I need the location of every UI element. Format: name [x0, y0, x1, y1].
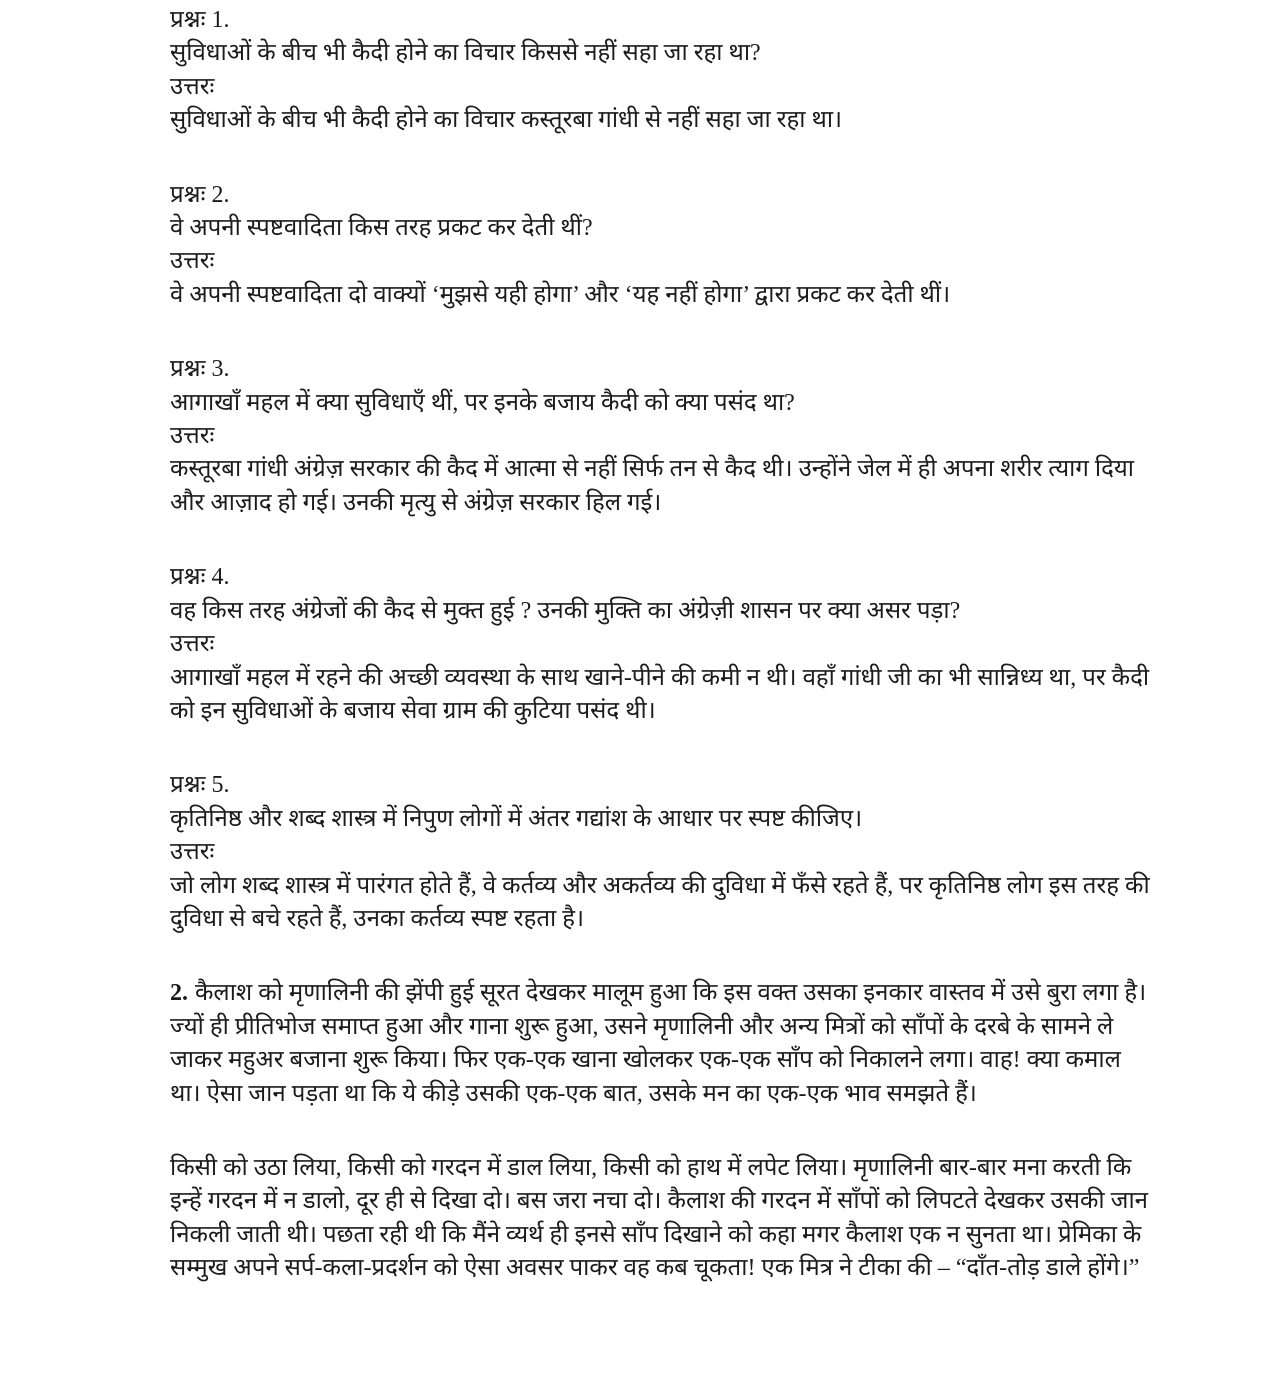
paragraph-2-number: 2.: [170, 980, 188, 1007]
question-3-text: आगाखाँ महल में क्या सुविधाएँ थीं, पर इनके बजाय कैदी को क्या पसंद था?: [170, 389, 795, 416]
question-5-text: कृतिनिष्ठ और शब्द शास्त्र में निपुण लोगों में अंतर गद्यांश के आधार पर स्पष्ट कीजिए।: [170, 805, 863, 832]
prose-paragraph-3: [170, 1152, 1150, 1286]
paragraph-2-text: कैलाश को मृणालिनी की झेंपी हुई सूरत देखकर मालूम हुआ कि इस वक्त उसका इनकार वास्तव में उसे बुरा लगा है। ज्यों ही प्रीतिभोज समाप्त हुआ और गाना शुरू हुआ, उसने मृणालिनी और अन्य मित्रों को साँपों के दरबे के सामने ले जाकर महुअर बजाना शुरू किया। फिर एक-एक खाना खोलकर एक-एक साँप को निकालने लगा। वाह! क्या कमाल था। ऐसा जान पड़ता था कि ये कीड़े उसकी एक-एक बात, उसके मन का एक-एक भाव समझते हैं।: [170, 980, 1147, 1107]
question-3-label: प्रश्नः 3.: [170, 356, 230, 383]
answer-1-label: उत्तरः: [170, 73, 215, 100]
qa-section-4: [170, 561, 1150, 728]
prose-paragraph-2: [170, 977, 1150, 1111]
qa-section-1: [170, 4, 1150, 138]
answer-3-label: उत्तरः: [170, 423, 215, 450]
paragraph-3-text: किसी को उठा लिया, किसी को गरदन में डाल लिया, किसी को हाथ में लपेट लिया। मृणालिनी बार-बार मना करती कि इन्हें गरदन में न डालो, दूर ही से दिखा दो। बस जरा नचा दो। कैलाश की गरदन में साँपों को लिपटते देखकर उसकी जान निकली जाती थी। पछता रही थी कि मैंने व्यर्थ ही इनसे साँप दिखाने को कहा मगर कैलाश एक न सुनता था। प्रेमिका के सम्मुख अपने सर्प-कला-प्रदर्शन को ऐसा अवसर पाकर वह कब चूकता! एक मित्र ने टीका की – “दाँत-तोड़ डाले होंगे।”: [170, 1154, 1148, 1282]
question-1-text: सुविधाओं के बीच भी कैदी होने का विचार किससे नहीं सहा जा रहा था?: [170, 40, 761, 67]
qa-section-5: [170, 769, 1150, 936]
question-5-label: प्रश्नः 5.: [170, 772, 230, 799]
answer-4-label: उत्तरः: [170, 631, 215, 658]
question-2-text: वे अपनी स्पष्टवादिता किस तरह प्रकट कर देती थीं?: [170, 215, 593, 242]
answer-3-text: कस्तूरबा गांधी अंग्रेज़ सरकार की कैद में आत्मा से नहीं सिर्फ तन से कैद थी। उन्होंने जेल में ही अपना शरीर त्याग दिया और आज़ाद हो गई। उनकी मृत्यु से अंग्रेज़ सरकार हिल गई।: [170, 456, 1134, 516]
answer-5-text: जो लोग शब्द शास्त्र में पारंगत होते हैं, वे कर्तव्य और अकर्तव्य की दुविधा में फँसे रहते हैं, पर कृतिनिष्ठ लोग इस तरह की दुविधा से बचे रहते हैं, उनका कर्तव्य स्पष्ट रहता है।: [170, 872, 1150, 932]
question-1-label: प्रश्नः 1.: [170, 7, 230, 33]
question-4-label: प्रश्नः 4.: [170, 564, 230, 591]
qa-section-2: [170, 179, 1150, 313]
answer-4-text: आगाखाँ महल में रहने की अच्छी व्यवस्था के साथ खाने-पीने की कमी न थी। वहाँ गांधी जी का भी सान्निध्य था, पर कैदी को इन सुविधाओं के बजाय सेवा ग्राम की कुटिया पसंद थी।: [170, 664, 1150, 724]
qa-section-3: [170, 353, 1150, 520]
paragraph-2: [170, 977, 1150, 1111]
answer-1-text: सुविधाओं के बीच भी कैदी होने का विचार कस्तूरबा गांधी से नहीं सहा जा रहा था।: [170, 107, 843, 134]
answer-2-text: वे अपनी स्पष्टवादिता दो वाक्यों ‘मुझसे यही होगा’ और ‘यह नहीं होगा’ द्वारा प्रकट कर देती थीं।: [170, 281, 951, 308]
question-4-text: वह किस तरह अंग्रेजों की कैद से मुक्त हुई ? उनकी मुक्ति का अंग्रेज़ी शासन पर क्या असर पड़ा?: [170, 597, 961, 624]
paragraph-3: [170, 1152, 1150, 1286]
question-2-label: प्रश्नः 2.: [170, 181, 230, 208]
answer-5-label: उत्तरः: [170, 839, 215, 866]
answer-2-label: उत्तरः: [170, 248, 215, 275]
